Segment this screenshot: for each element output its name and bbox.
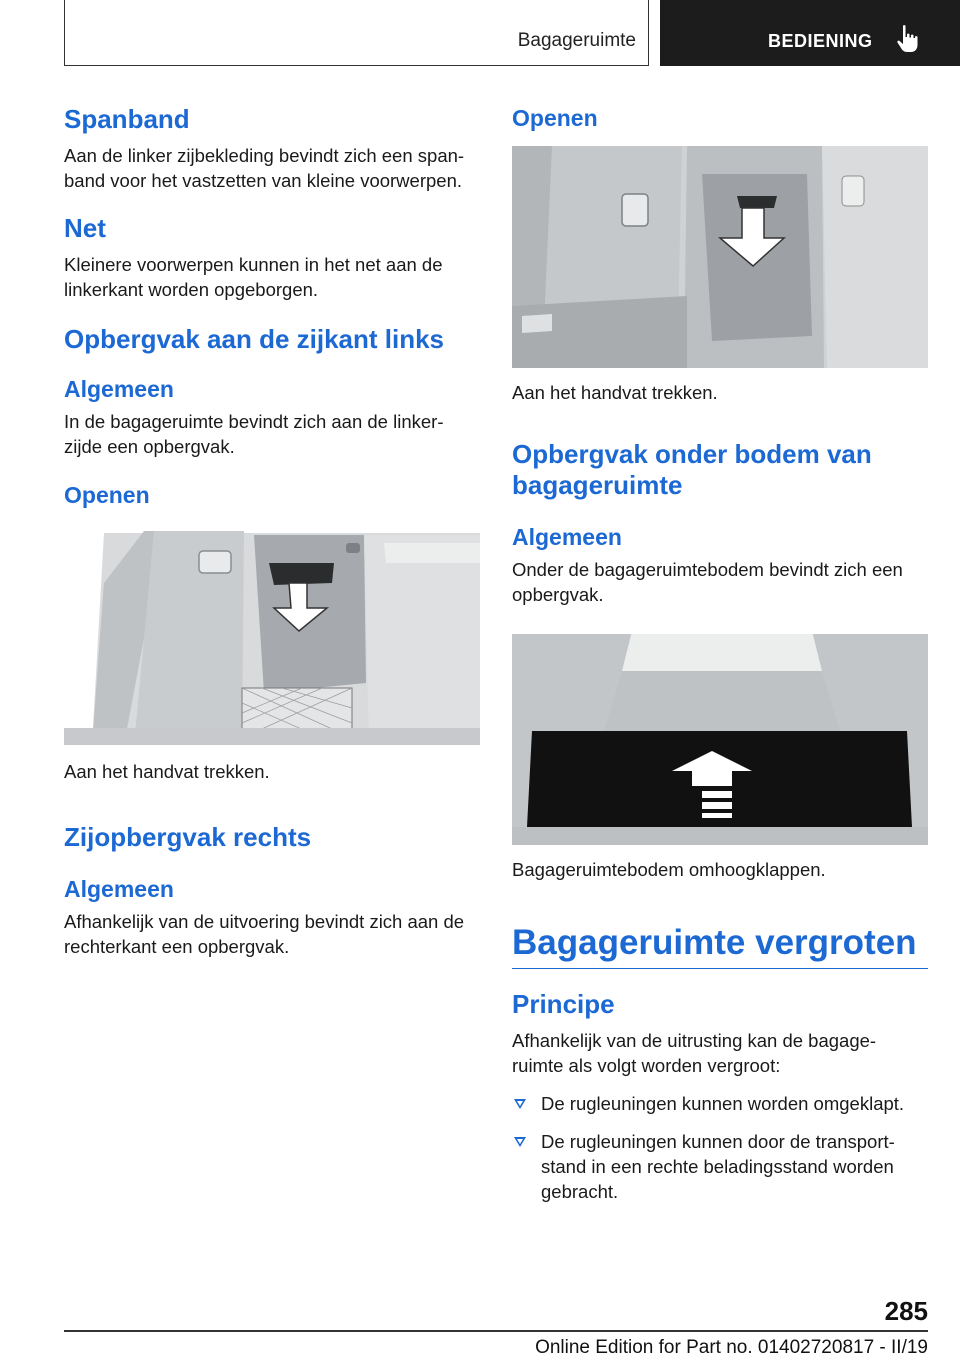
caption-boot-floor: Bagageruimtebodem omhoogklappen. xyxy=(512,859,826,880)
caption-right-figure: Aan het handvat trekken. xyxy=(512,382,718,403)
heading-opbergvak-bodem: Opbergvak onder bodem van bagageruimte xyxy=(512,439,872,500)
subheading-algemeen-bodem: Algemeen xyxy=(512,524,622,550)
heading-net: Net xyxy=(64,213,106,243)
footer-edition: Online Edition for Part no. 01402720817 - II/19 xyxy=(535,1337,928,1358)
list-item: De rugleuningen kunnen worden omgeklapt. xyxy=(512,1091,928,1116)
header-section-box xyxy=(64,0,649,66)
heading-opbergvak-links: Opbergvak aan de zijkant links xyxy=(64,324,445,354)
paragraph-net: Kleinere voorwerpen kunnen in het net aan de linkerkant worden opgeborgen. xyxy=(64,254,443,300)
caption-left-figure: Aan het handvat trekken. xyxy=(64,761,270,782)
paragraph-opbergvak-links: In de bagageruimte bevindt zich aan de linker‐ zijde een opbergvak. xyxy=(64,411,444,457)
heading-bagageruimte-vergroten: Bagageruimte vergroten xyxy=(512,923,917,962)
subheading-openen-rechts: Openen xyxy=(512,105,598,131)
footer-divider xyxy=(64,1330,928,1332)
paragraph-opbergvak-bodem: Onder de bagageruimtebodem bevindt zich een opbergvak. xyxy=(512,559,903,605)
right-column xyxy=(512,96,928,1204)
heading-vergroten-wrap xyxy=(512,922,928,969)
subheading-algemeen-rechts: Algemeen xyxy=(64,876,174,902)
page-number: 285 xyxy=(884,1296,928,1326)
figure-left-storage-compartment xyxy=(64,523,480,745)
header-chapter-tab xyxy=(660,0,960,66)
triangle-bullet-icon xyxy=(514,1099,526,1109)
paragraph-principe: Afhankelijk van de uitrusting kan de bagage‐ ruimte als volgt worden vergroot: xyxy=(512,1030,877,1076)
subheading-algemeen-links: Algemeen xyxy=(64,376,174,402)
figure-boot-floor xyxy=(512,631,928,845)
hand-pointer-icon xyxy=(896,24,920,54)
paragraph-zijopbergvak-rechts: Afhankelijk van de uitvoering bevindt zich aan de rechterkant een opbergvak. xyxy=(64,911,465,957)
left-column xyxy=(64,96,480,959)
heading-principe: Principe xyxy=(512,989,615,1019)
paragraph-spanband: Aan de linker zijbekleding bevindt zich een span‐ band voor het vastzetten van kleine voorwerpen. xyxy=(64,145,465,191)
subheading-openen-links: Openen xyxy=(64,482,150,508)
heading-zijopbergvak-rechts: Zijopbergvak rechts xyxy=(64,822,312,852)
header-chapter-title: BEDIENING xyxy=(768,31,873,51)
heading-spanband: Spanband xyxy=(64,104,190,134)
list-vergroten xyxy=(512,1091,928,1204)
header-section-title: Bagageruimte xyxy=(517,30,636,51)
figure-right-storage-compartment xyxy=(512,146,928,368)
triangle-bullet-icon xyxy=(514,1137,526,1147)
list-item: De rugleuningen kunnen door de transport‐ stand in een rechte beladingsstand worden gebracht. xyxy=(512,1129,928,1204)
